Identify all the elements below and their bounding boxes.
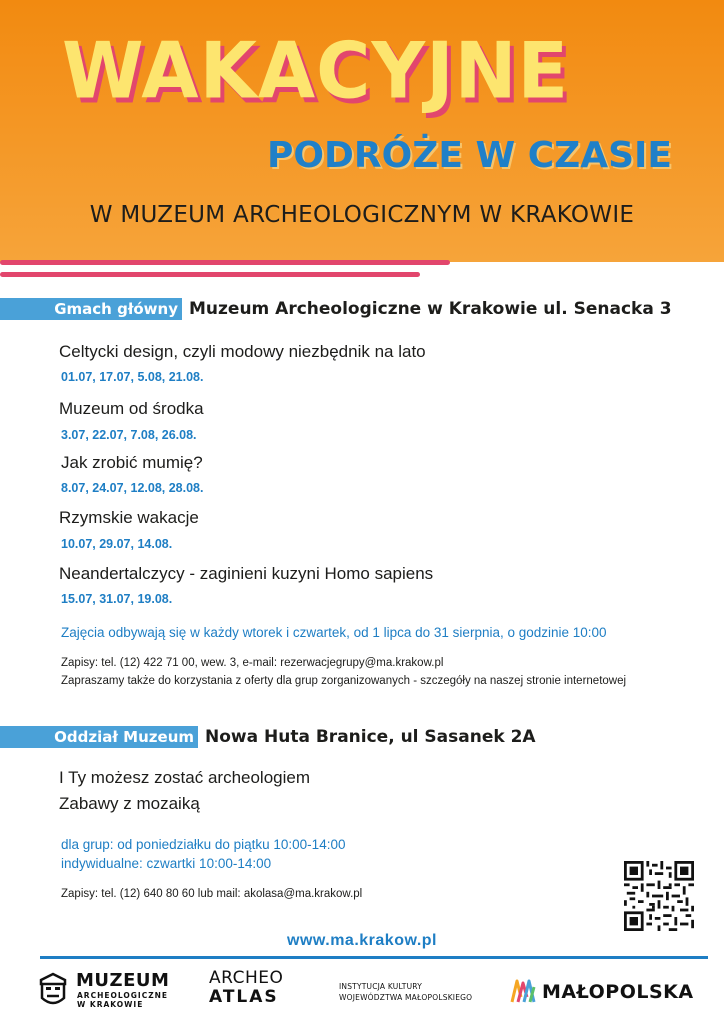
main-title: WAKACYJNE bbox=[62, 25, 570, 117]
event-dates: 8.07, 24.07, 12.08, 28.08. bbox=[61, 481, 204, 495]
header-banner bbox=[0, 0, 724, 262]
section-tag-branch bbox=[0, 726, 198, 748]
event-dates: 10.07, 29.07, 14.08. bbox=[61, 537, 173, 551]
event-title: Rzymskie wakacje bbox=[59, 508, 199, 527]
sub-title: PODRÓŻE W CZASIE bbox=[267, 135, 672, 176]
section-tag-main-building bbox=[0, 298, 182, 320]
malopolska-logo-text: MAŁOPOLSKA bbox=[542, 981, 694, 1003]
atlas-logo-text: ATLAS bbox=[209, 987, 279, 1007]
institution-line2: WOJEWÓDZTWA MAŁOPOLSKIEGO bbox=[339, 993, 473, 1002]
group-offer-info: Zapraszamy także do korzystania z oferty dla grup zorganizowanych - szczegóły na naszej stronie internetowej bbox=[61, 675, 627, 687]
institution-line1: INSTYTUCJA KULTURY bbox=[339, 982, 422, 991]
archeo-logo-text: ARCHEO bbox=[209, 968, 284, 988]
event-title: Jak zrobić mumię? bbox=[61, 453, 203, 472]
group-hours: dla grup: od poniedziałku do piątku 10:00-14:00 bbox=[61, 837, 346, 852]
institution-label bbox=[339, 981, 472, 1003]
event-title: Muzeum od środka bbox=[59, 399, 204, 418]
archeo-atlas-logo bbox=[209, 969, 283, 1007]
contact-info: Zapisy: tel. (12) 422 71 00, wew. 3, e-mail: rezerwacjegrupy@ma.krakow.pl bbox=[61, 657, 444, 669]
footer-divider bbox=[40, 956, 708, 959]
event-dates: 3.07, 22.07, 7.08, 26.08. bbox=[61, 428, 197, 442]
event-title: Celtycki design, czyli modowy niezbędnik na lato bbox=[59, 342, 426, 361]
section-tag-label: Gmach główny bbox=[54, 300, 178, 318]
section-title-branch: Nowa Huta Branice, ul Sasanek 2A bbox=[205, 727, 536, 747]
museum-logo-sub1: ARCHEOLOGICZNE bbox=[77, 991, 169, 1000]
contact-info: Zapisy: tel. (12) 640 80 60 lub mail: akolasa@ma.krakow.pl bbox=[61, 888, 363, 900]
museum-head-icon bbox=[36, 972, 70, 1008]
section-tag-label: Oddział Muzeum bbox=[54, 728, 194, 746]
schedule-info: Zajęcia odbywają się w każdy wtorek i czwartek, od 1 lipca do 31 sierpnia, o godzinie 10:00 bbox=[61, 625, 607, 640]
event-dates: 01.07, 17.07, 5.08, 21.08. bbox=[61, 370, 204, 384]
event-title: Neandertalczycy - zaginieni kuzyni Homo sapiens bbox=[59, 564, 434, 583]
event-title: Zabawy z mozaiką bbox=[59, 794, 200, 813]
individual-hours: indywidualne: czwartki 10:00-14:00 bbox=[61, 856, 272, 871]
museum-logo-text: MUZEUM bbox=[76, 970, 170, 991]
qr-code[interactable] bbox=[624, 861, 694, 931]
decorative-stripe bbox=[0, 260, 450, 265]
decorative-stripe bbox=[0, 272, 420, 277]
event-dates: 15.07, 31.07, 19.08. bbox=[61, 592, 173, 606]
museum-title: W MUZEUM ARCHEOLOGICZNYM W KRAKOWIE bbox=[89, 202, 635, 228]
website-link[interactable]: www.ma.krakow.pl bbox=[287, 932, 437, 949]
event-title: I Ty możesz zostać archeologiem bbox=[59, 768, 311, 787]
section-title-main-building: Muzeum Archeologiczne w Krakowie ul. Senacka 3 bbox=[189, 299, 672, 319]
malopolska-m-icon bbox=[510, 977, 538, 1005]
museum-logo-sub2: W KRAKOWIE bbox=[77, 1000, 144, 1009]
